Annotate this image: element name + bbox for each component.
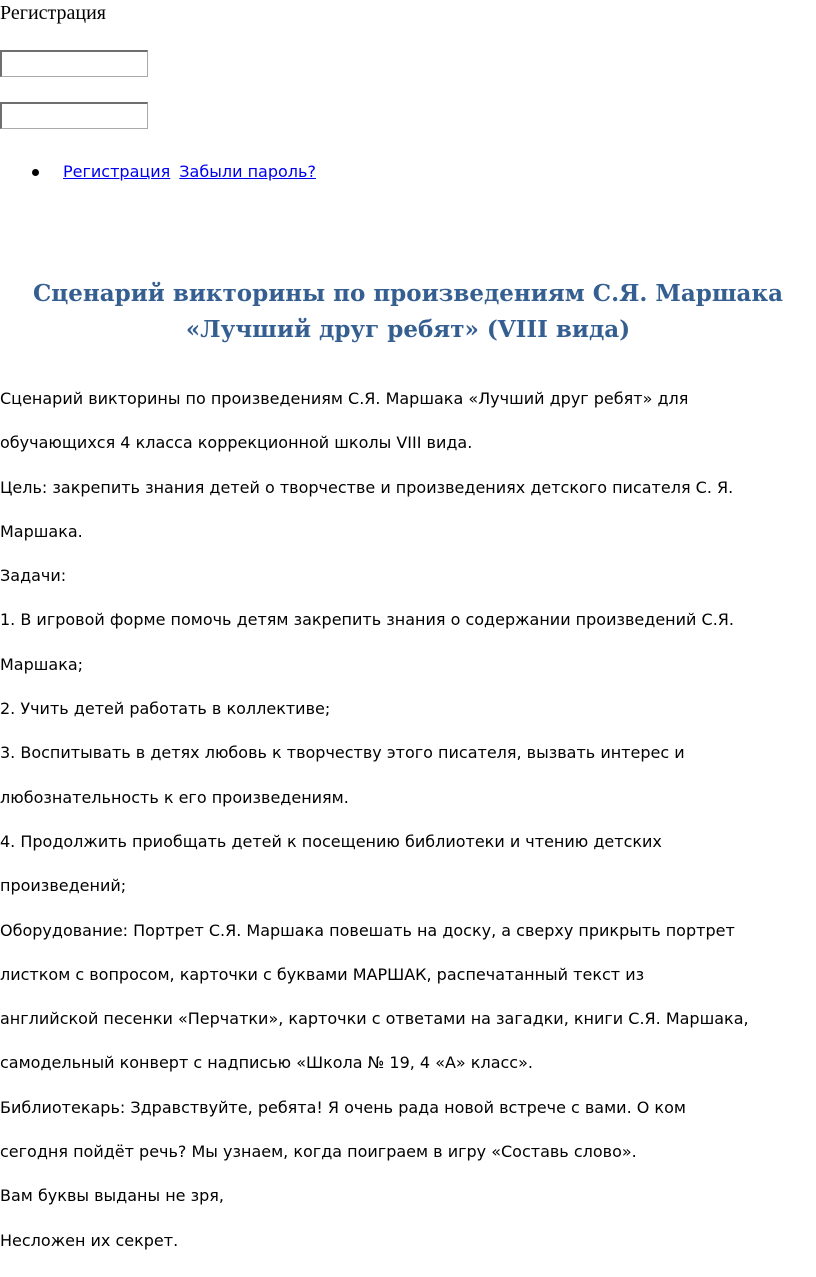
registration-heading: Регистрация	[0, 2, 106, 24]
paragraph-line: 3. Воспитывать в детях любовь к творчеству этого писателя, вызвать интерес и	[0, 743, 685, 763]
login-field[interactable]	[0, 50, 148, 77]
paragraph-line: Несложен их секрет.	[0, 1230, 179, 1250]
paragraph-line: Маршака;	[0, 654, 84, 674]
document-title: Сценарий викторины по произведениям С.Я. Маршака «Лучший друг ребят» (VIII вида)	[33, 280, 783, 343]
password-field[interactable]	[0, 102, 148, 129]
paragraph-line: любознательность к его произведениям.	[0, 787, 349, 807]
bullet-icon	[32, 169, 39, 176]
document-body	[0, 384, 816, 1270]
paragraph-line: Задачи:	[0, 566, 67, 586]
paragraph-line: 1. В игровой форме помочь детям закрепить знания о содержании произведений С.Я.	[0, 610, 734, 630]
paragraph-line: Маршака.	[0, 521, 83, 541]
paragraph-line: 2. Учить детей работать в коллективе;	[0, 699, 331, 719]
register-link[interactable]: Регистрация	[63, 162, 171, 181]
auth-links-list	[0, 160, 325, 184]
paragraph-line: Вам буквы выданы не зря,	[0, 1186, 224, 1206]
paragraph-line: Оборудование: Портрет С.Я. Маршака повешать на доску, а сверху прикрыть портрет	[0, 920, 735, 940]
paragraph-line: Библиотекарь: Здравствуйте, ребята! Я очень рада новой встрече с вами. О ком	[0, 1097, 686, 1117]
paragraph-line: английской песенки «Перчатки», карточки с ответами на загадки, книги С.Я. Маршака,	[0, 1009, 749, 1029]
forgot-password-link[interactable]: Забыли пароль?	[179, 162, 316, 181]
paragraph-line: сегодня пойдёт речь? Мы узнаем, когда поиграем в игру «Составь слово».	[0, 1142, 637, 1162]
paragraph-line: обучающихся 4 класса коррекционной школы VIII вида.	[0, 433, 473, 453]
paragraph-line: Цель: закрепить знания детей о творчестве и произведениях детского писателя С. Я.	[0, 477, 734, 497]
paragraph-line: Сценарий викторины по произведениям С.Я. Маршака «Лучший друг ребят» для	[0, 389, 689, 408]
paragraph-line: самодельный конверт с надписью «Школа № 19, 4 «А» класс».	[0, 1053, 533, 1073]
paragraph-line: произведений;	[0, 876, 127, 896]
paragraph-line: листком с вопросом, карточки с буквами МАРШАК, распечатанный текст из	[0, 964, 645, 984]
paragraph-line: 4. Продолжить приобщать детей к посещению библиотеки и чтению детских	[0, 831, 662, 851]
auth-links-item	[0, 160, 325, 184]
